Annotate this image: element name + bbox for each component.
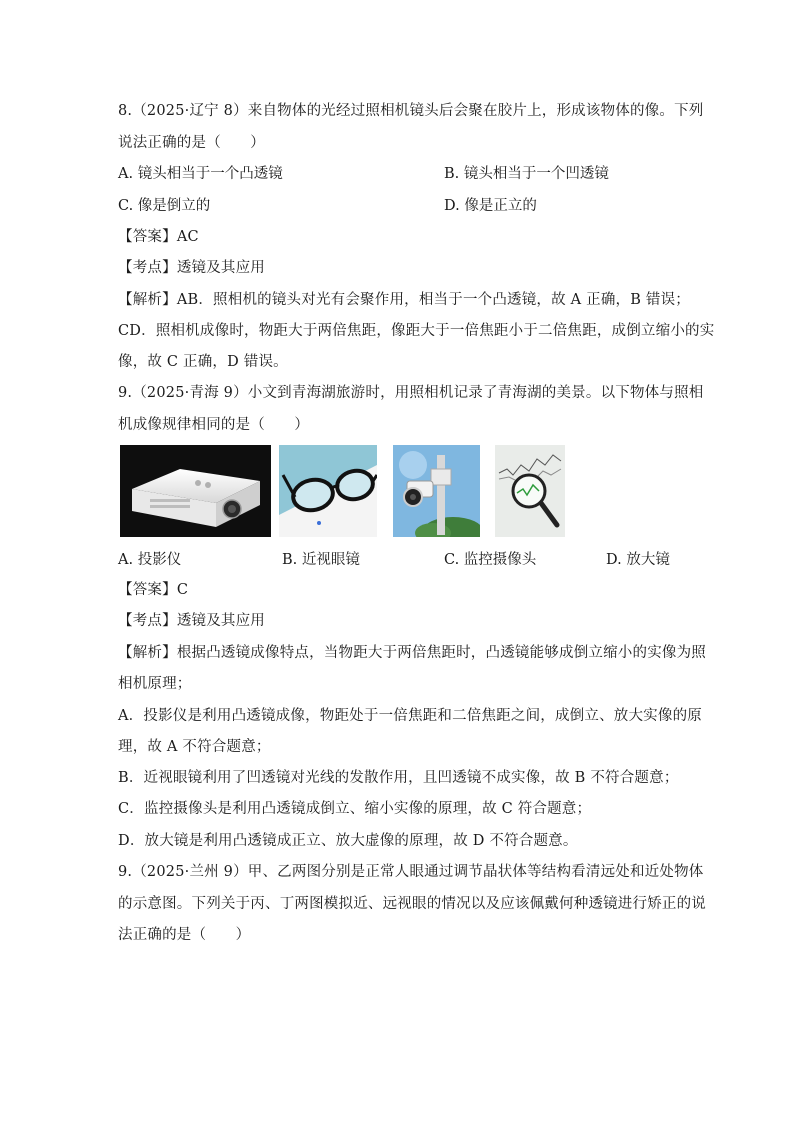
kaodian-tag: 【考点】 bbox=[118, 260, 177, 276]
q8-option-c: C. 像是倒立的 bbox=[118, 198, 211, 214]
jiexi-tag: 【解析】 bbox=[118, 645, 177, 661]
q9a-caption-c: C. 监控摄像头 bbox=[444, 552, 537, 568]
q9b-stem-line2: 的示意图。下列关于丙、丁两图模拟近、远视眼的情况以及应该佩戴何种透镜进行矫正的说 bbox=[118, 896, 706, 912]
q8-stem-line1: 8.（2025·辽宁 8）来自物体的光经过照相机镜头后会聚在胶片上，形成该物体的像。下列 bbox=[118, 103, 704, 119]
q9a-answer bbox=[118, 580, 678, 600]
q8-jiexi-line1 bbox=[118, 290, 690, 310]
q8-stem-line2: 说法正确的是（ ） bbox=[118, 135, 265, 151]
q9a-stem-line2: 机成像规律相同的是（ ） bbox=[118, 417, 310, 433]
q9a-jiexi-line2: 相机原理； bbox=[118, 676, 192, 692]
kaodian-value: 透镜及其应用 bbox=[176, 613, 266, 629]
q9a-jiexi-a-line2: 理，故 A 不符合题意； bbox=[118, 739, 271, 755]
q8-jiexi-line2: CD．照相机成像时，物距大于两倍焦距，像距大于一倍焦距小于二倍焦距，成倒立缩小的实 bbox=[118, 323, 715, 339]
kaodian-value: 透镜及其应用 bbox=[176, 260, 266, 276]
q9a-kaodian bbox=[118, 611, 678, 631]
answer-value: C bbox=[176, 582, 189, 598]
q8-option-d: D. 像是正立的 bbox=[444, 198, 537, 214]
projector-image bbox=[120, 445, 271, 537]
q9b-stem-line1: 9.（2025·兰州 9）甲、乙两图分别是正常人眼通过调节晶状体等结构看清远处和近处物体 bbox=[118, 864, 704, 880]
answer-tag: 【答案】 bbox=[118, 229, 177, 245]
q9a-jiexi-b: B．近视眼镜利用了凹透镜对光线的发散作用，且凹透镜不成实像，故 B 不符合题意； bbox=[118, 770, 679, 786]
q9a-stem-line1: 9.（2025·青海 9）小文到青海湖旅游时，用照相机记录了青海湖的美景。以下物体与照相 bbox=[118, 385, 704, 401]
q9a-caption-b: B. 近视眼镜 bbox=[282, 552, 360, 568]
q8-option-b: B. 镜头相当于一个凹透镜 bbox=[444, 166, 609, 182]
q8-option-a: A. 镜头相当于一个凸透镜 bbox=[118, 166, 283, 182]
q9b-stem-line3: 法正确的是（ ） bbox=[118, 927, 251, 943]
jiexi-text: 根据凸透镜成像特点，当物距大于两倍焦距时，凸透镜能够成倒立缩小的实像为照 bbox=[176, 645, 707, 661]
q9a-jiexi-c: C．监控摄像头是利用凸透镜成倒立、缩小实像的原理，故 C 符合题意； bbox=[118, 801, 592, 817]
q8-answer bbox=[118, 227, 678, 247]
cctv-camera-image bbox=[393, 445, 480, 537]
q9a-jiexi-d: D．放大镜是利用凸透镜成正立、放大虚像的原理，故 D 不符合题意。 bbox=[118, 833, 578, 849]
answer-value: AC bbox=[176, 229, 199, 245]
q8-jiexi-line3: 像，故 C 正确，D 错误。 bbox=[118, 354, 288, 370]
magnifier-image bbox=[495, 445, 565, 537]
jiexi-text: AB．照相机的镜头对光有会聚作用，相当于一个凸透镜，故 A 正确，B 错误； bbox=[176, 292, 690, 308]
q9a-caption-d: D. 放大镜 bbox=[606, 552, 670, 568]
q9a-jiexi-a-line1: A．投影仪是利用凸透镜成像，物距处于一倍焦距和二倍焦距之间，成倒立、放大实像的原 bbox=[118, 708, 702, 724]
jiexi-tag: 【解析】 bbox=[118, 292, 177, 308]
q8-kaodian bbox=[118, 258, 678, 278]
glasses-image bbox=[279, 445, 377, 537]
kaodian-tag: 【考点】 bbox=[118, 613, 177, 629]
q9a-jiexi-line1 bbox=[118, 643, 707, 663]
q9a-caption-a: A. 投影仪 bbox=[118, 552, 182, 568]
answer-tag: 【答案】 bbox=[118, 582, 177, 598]
